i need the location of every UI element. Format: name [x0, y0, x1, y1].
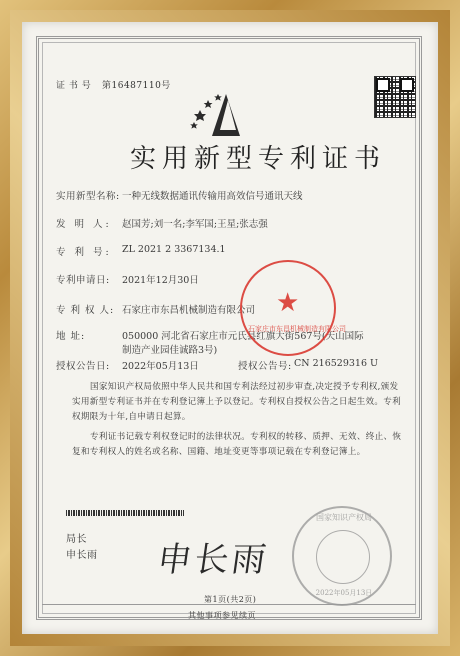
field-label: 实用新型名称: [56, 191, 120, 202]
paragraph-2: 专利证书记载专利权登记时的法律状况。专利权的转移、质押、无效、终止、恢复和专利权人的姓名或名称、国籍、地址变更等事项记载在专利登记簿上。 [72, 432, 402, 457]
field-label: 专 利 号: [56, 247, 112, 258]
seal-text: 石家庄市东昌机械制造有限公司 [248, 325, 346, 333]
cert-no-label: 证 书 号 [56, 81, 92, 91]
footer-note: 其他事项参见续页 [188, 611, 256, 620]
field-label: 发 明 人: [56, 219, 112, 230]
emblem-center [316, 530, 370, 584]
footer-divider [42, 604, 416, 605]
grant-date: 2022年05月13日 [122, 361, 199, 372]
page-title: 实用新型专利证书 [130, 144, 387, 174]
grant-date-label: 授权公告日: [56, 361, 110, 372]
field-label: 专利申请日: [56, 275, 110, 286]
signer-title: 局长 [66, 534, 87, 545]
field-value: 石家庄市东昌机械制造有限公司 [122, 305, 256, 316]
signer-name: 申长雨 [66, 550, 98, 561]
office-emblem [292, 506, 392, 606]
patent-logo-icon [190, 90, 260, 140]
field-value: 2021年12月30日 [122, 275, 199, 286]
qr-code-icon [374, 76, 416, 118]
grant-no: CN 216529316 U [294, 358, 379, 369]
field-value: 050000 河北省石家庄市元氏县红旗大街567号(天山国际 [122, 331, 364, 342]
star-icon: ★ [276, 288, 300, 318]
company-seal [240, 260, 346, 356]
emblem-date: 2022年05月13日 [315, 589, 373, 597]
field-label: 地 址: [56, 331, 86, 342]
field-label: 专 利 权 人: [56, 305, 115, 316]
certificate-paper [22, 22, 438, 634]
field-value: 制造产业园佳诚路3号) [122, 345, 218, 356]
barcode-icon [66, 510, 184, 516]
cert-no: 第16487110号 [102, 81, 171, 91]
signature: 申长雨 [154, 540, 272, 580]
grant-no-label: 授权公告号: [238, 361, 292, 372]
page-number: 第1页(共2页) [204, 595, 257, 604]
field-value: 一种无线数据通讯传输用高效信号通讯天线 [122, 191, 303, 202]
field-value: ZL 2021 2 3367134.1 [122, 244, 226, 255]
field-value: 赵国芳;刘一名;李军国;王星;张志强 [122, 219, 268, 230]
emblem-text: 国家知识产权局 [316, 513, 372, 522]
paragraph-1: 国家知识产权局依照中华人民共和国专利法经过初步审查,决定授予专利权,颁发实用新型专利证书并在专利登记簿上予以登记。专利权自授权公告之日起生效。专利权期限为十年,自申请日起算。 [72, 382, 402, 422]
